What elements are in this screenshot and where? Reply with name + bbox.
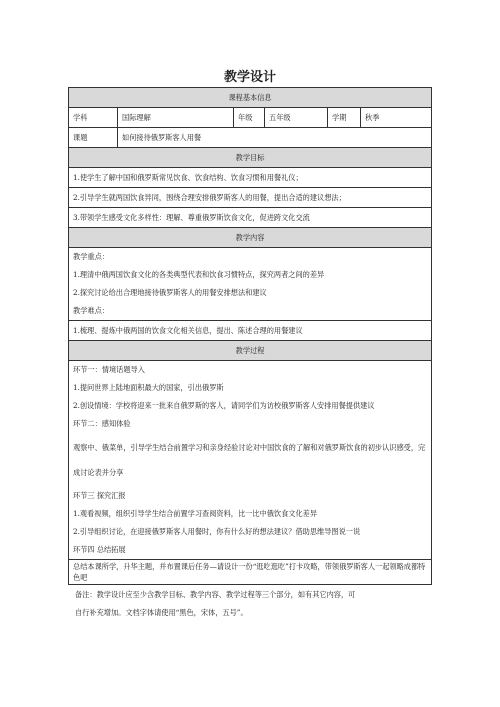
basic-info-header-row (69, 88, 432, 108)
stage-two-title: 环节二：感知体验 (73, 419, 131, 428)
content-difficult-row (69, 321, 432, 341)
grade-value: 五年级 (265, 108, 328, 128)
stage-three-title: 环节三 探究汇报 (73, 491, 126, 500)
objectives-header-row (69, 148, 432, 168)
grade-label: 年级 (234, 108, 265, 128)
topic-value: 如何接待俄罗斯客人用餐 (118, 128, 432, 148)
footnote-line: 自行补充增加。文档字体请使用“黑色，宋体，五号”。 (75, 608, 248, 617)
term-value: 秋季 (361, 108, 432, 128)
objective-row (69, 188, 432, 208)
process-header-row (69, 341, 432, 361)
stage-one-item: 2.创设情境：学校将迎来一批来自俄罗斯的客人，请同学们为访校俄罗斯客人安排用餐提供建议 (73, 401, 375, 410)
difficult-points-label: 教学难点： (73, 306, 109, 315)
basic-info-header: 课程基本信息 (69, 88, 432, 108)
key-point-item: 1.理清中俄两国饮食文化的各类典型代表和饮食习惯特点，探究两者之间的差异 (73, 270, 325, 279)
content-key-row (69, 248, 432, 321)
stage-one-item: 1.提问世界上陆地面积最大的国家，引出俄罗斯 (73, 383, 224, 392)
footnote-line: 备注：教学设计应至少含教学目标、教学内容、教学过程等三个部分，如有其它内容，可 (75, 590, 356, 599)
key-point-item: 2.探究讨论给出合理地接待俄罗斯客人的用餐安排想法和建议 (73, 288, 267, 297)
objective-item: 3.带领学生感受文化多样性：理解、尊重俄罗斯饮食文化，促进跨文化交流 (69, 208, 432, 228)
term-label: 学期 (328, 108, 361, 128)
objective-row (69, 208, 432, 228)
stage-four-text: 总结本课所学，升华主题，并布置课后任务—请设计一份“逛吃逛吃”打卡攻略，带领俄罗斯客人一起领略成都特色吧 (69, 560, 432, 585)
document-title: 教学设计 (223, 70, 276, 85)
objectives-header: 教学目标 (69, 148, 432, 168)
topic-label: 课题 (69, 128, 118, 148)
content-header-row (69, 228, 432, 248)
subject-value: 国际理解 (118, 108, 234, 128)
objective-row (69, 168, 432, 188)
key-points-label: 教学重点： (73, 252, 109, 261)
process-cell (69, 361, 432, 560)
process-summary-row (69, 560, 432, 585)
objective-item: 2.引导学生就两国饮食异同，围绕合理安排俄罗斯客人的用餐，提出合适的建议想法； (69, 188, 432, 208)
key-points-cell (69, 248, 432, 321)
stage-three-item: 1.观看视频，组织引导学生结合前置学习查阅资料，比一比中俄饮食文化差异 (73, 509, 318, 518)
content-header: 教学内容 (69, 228, 432, 248)
topic-row (69, 128, 432, 148)
lesson-plan-table (68, 87, 432, 585)
process-header: 教学过程 (69, 341, 432, 361)
stage-four-title: 环节四 总结拓展 (73, 545, 126, 554)
difficult-point-item: 1.梳理、提炼中俄两国的饮食文化相关信息，提出、陈述合理的用餐建议 (69, 321, 432, 341)
subject-grade-term-row (69, 108, 432, 128)
stage-one-title: 环节一：情境话题导入 (73, 365, 145, 374)
process-body-row (69, 361, 432, 560)
subject-label: 学科 (69, 108, 118, 128)
stage-two-text: 观察中、俄菜单，引导学生结合前置学习和亲身经验讨论对中国饮食的了解和对俄罗斯饮食的初步认识感受，完成讨论表并分享 (73, 443, 426, 477)
footnote (75, 586, 431, 622)
stage-three-item: 2.引导组织讨论，在迎接俄罗斯客人用餐时，你有什么好的想法建议？借助思维导图说一说 (73, 527, 361, 536)
objective-item: 1.使学生了解中国和俄罗斯常见饮食、饮食结构、饮食习惯和用餐礼仪； (69, 168, 432, 188)
